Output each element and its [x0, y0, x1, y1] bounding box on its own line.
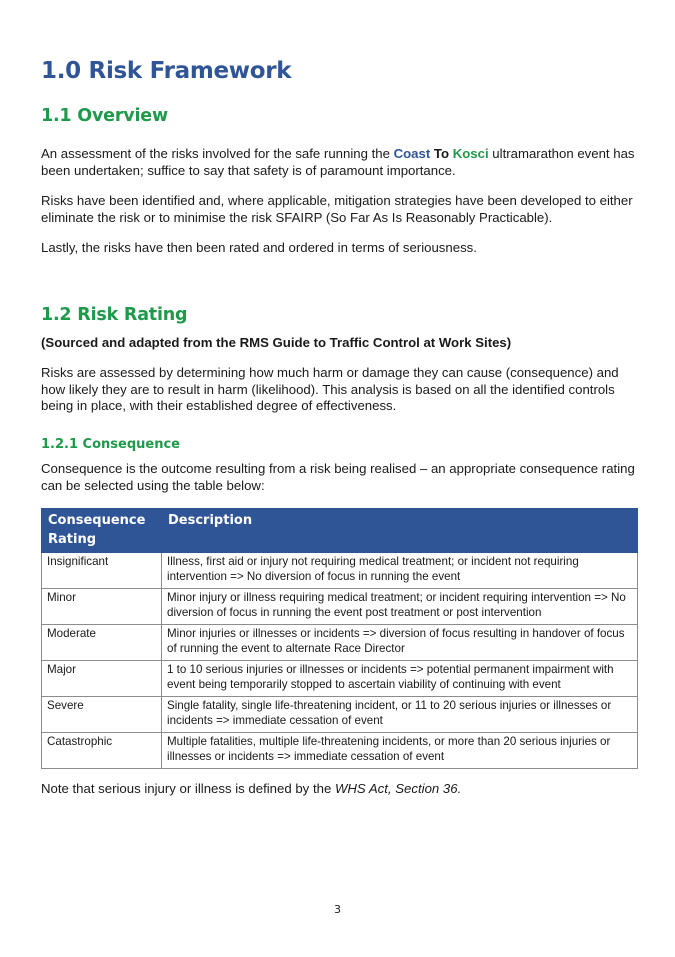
- rating-cell: Insignificant: [42, 553, 162, 589]
- rating-cell: Catastrophic: [42, 733, 162, 769]
- column-header-description: Description: [162, 509, 638, 553]
- rating-cell: Major: [42, 661, 162, 697]
- description-cell: Minor injuries or illnesses or incidents => diversion of focus resulting in handover of focus of running the event to alternate Race Director: [162, 625, 638, 661]
- brand-coast: Coast: [393, 146, 431, 161]
- whs-act-reference: WHS Act, Section 36.: [334, 781, 462, 796]
- page-title: 1.0 Risk Framework: [41, 58, 292, 84]
- table-row: [42, 589, 638, 625]
- overview-paragraph-1: [41, 146, 641, 179]
- rating-cell: Moderate: [42, 625, 162, 661]
- rating-cell: Minor: [42, 589, 162, 625]
- brand-kosci: Kosci: [452, 146, 489, 161]
- consequence-table: [41, 508, 638, 769]
- whs-note: [41, 781, 641, 798]
- overview-p1-pre: An assessment of the risks involved for the safe running the: [41, 146, 394, 161]
- consequence-table-header-row: [42, 509, 638, 553]
- description-cell: Illness, first aid or injury not requiring medical treatment; or incident not requiring intervention => No diversion of focus in running the event: [162, 553, 638, 589]
- risk-rating-heading: 1.2 Risk Rating: [41, 305, 188, 325]
- description-cell: Single fatality, single life-threatening incident, or 11 to 20 serious injuries or illnesses or incidents => immediate cessation of event: [162, 697, 638, 733]
- overview-p1-post: ultramarathon event has been undertaken; suffice to say that safety is of paramount importance.: [41, 146, 635, 178]
- table-row: [42, 553, 638, 589]
- risk-rating-paragraph: Risks are assessed by determining how much harm or damage they can cause (consequence) and how likely they are to result in harm (likelihood). This analysis is based on all the identified controls being in place, with their established degree of effectiveness.: [41, 365, 619, 413]
- column-header-rating: Consequence Rating: [42, 509, 162, 553]
- consequence-intro: Consequence is the outcome resulting from a risk being realised – an appropriate consequence rating can be selected using the table below:: [41, 461, 635, 493]
- description-cell: Multiple fatalities, multiple life-threatening incidents, or more than 20 serious injuries or illnesses or incidents => immediate cessation of event: [162, 733, 638, 769]
- table-row: [42, 661, 638, 697]
- overview-paragraph-3: Lastly, the risks have then been rated and ordered in terms of seriousness.: [41, 240, 477, 255]
- risk-rating-source: (Sourced and adapted from the RMS Guide to Traffic Control at Work Sites): [41, 335, 512, 350]
- brand-to: To: [433, 146, 450, 161]
- table-row: [42, 625, 638, 661]
- overview-heading: 1.1 Overview: [41, 106, 168, 126]
- whs-note-text: Note that serious injury or illness is defined by the: [41, 781, 335, 796]
- description-cell: Minor injury or illness requiring medical treatment; or incident requiring intervention => No diversion of focus in running the event post treatment or post intervention: [162, 589, 638, 625]
- table-row: [42, 733, 638, 769]
- page-number: 3: [334, 903, 341, 916]
- overview-paragraph-2: Risks have been identified and, where applicable, mitigation strategies have been developed to either eliminate the risk or to minimise the risk SFAIRP (So Far As Is Reasonably Practicable).: [41, 193, 633, 225]
- table-row: [42, 697, 638, 733]
- consequence-heading: 1.2.1 Consequence: [41, 437, 180, 452]
- description-cell: 1 to 10 serious injuries or illnesses or incidents => potential permanent impairment with event being temporarily stopped to ascertain viability of continuing with event: [162, 661, 638, 697]
- rating-cell: Severe: [42, 697, 162, 733]
